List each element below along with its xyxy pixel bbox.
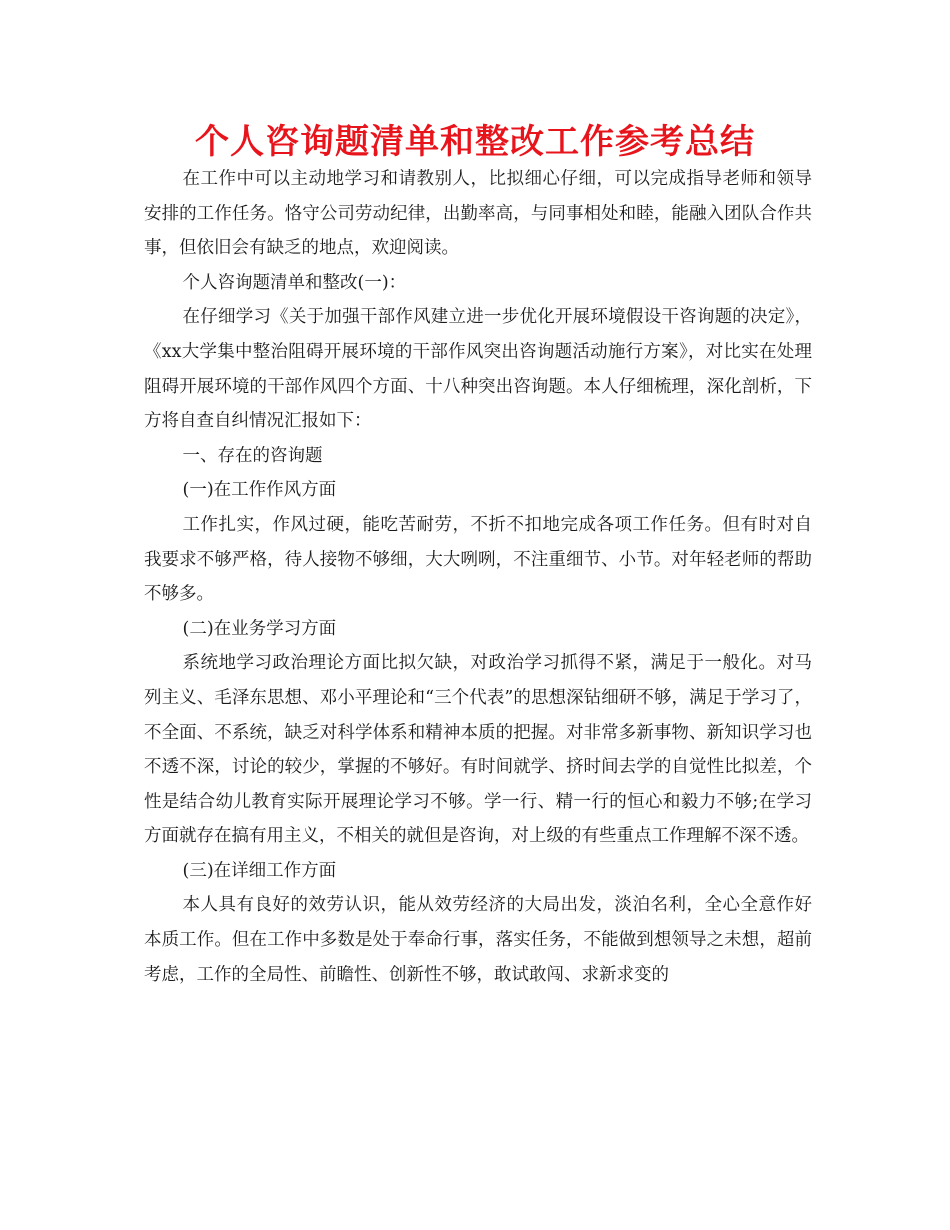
study-paragraph: 在仔细学习《关于加强干部作风建立进一步优化开展环境假设干咨询题的决定》，《xx大学集中整治阻碍开展环境的干部作风突出咨询题活动施行方案》，对比实在处理阻碍开展环境的干部作风四个方面、十八种突出咨询题。本人仔细梳理，深化剖析，下方将自查自纠情况汇报如下： [144,307,812,432]
subheading-work-style: (一)在工作作风方面 [182,480,337,501]
subheading-business-study: (二)在业务学习方面 [182,618,337,639]
intro-paragraph: 在工作中可以主动地学习和请教别人，比拟细心仔细，可以完成指导老师和领导安排的工作任务。恪守公司劳动纪律，出勤率高，与同事相处和睦，能融入团队合作共事，但依旧会有缺乏的地点，欢迎阅读。 [144,169,812,259]
subheading-specific-work: (三)在详细工作方面 [182,860,337,881]
work-style-paragraph: 工作扎实，作风过硬，能吃苦耐劳，不折不扣地完成各项工作任务。但有时对自我要求不够严格，待人接物不够细，大大咧咧，不注重细节、小节。对年轻老师的帮助不够多。 [144,514,812,605]
specific-work-paragraph: 本人具有良好的效劳认识，能从效劳经济的大局出发，淡泊名利，全心全意作好本质工作。但在工作中多数是处于奉命行事，落实任务，不能做到想领导之未想，超前考虑，工作的全局性、前瞻性、创新性不够，敢试敢闯、求新求变的 [144,895,812,985]
section-heading-part-one: 个人咨询题清单和整改(一)： [182,272,407,293]
document-body [144,162,812,992]
business-study-paragraph: 系统地学习政治理论方面比拟欠缺，对政治学习抓得不紧，满足于一般化。对马列主义、毛泽东思想、邓小平理论和“三个代表”的思想深钻细研不够，满足于学习了，不全面、不系统，缺乏对科学体系和精神本质的把握。对非常多新事物、新知识学习也不透不深，讨论的较少，掌握的不够好。有时间就学、挤时间去学的自觉性比拟差，个性是结合幼儿教育实际开展理论学习不够。学一行、精一行的恒心和毅力不够;在学习方面就存在搞有用主义，不相关的就但是咨询，对上级的有些重点工作理解不深不透。 [144,653,812,847]
heading-existing-problems: 一、存在的咨询题 [182,445,323,466]
document-title: 个人咨询题清单和整改工作参考总结 [195,122,755,162]
